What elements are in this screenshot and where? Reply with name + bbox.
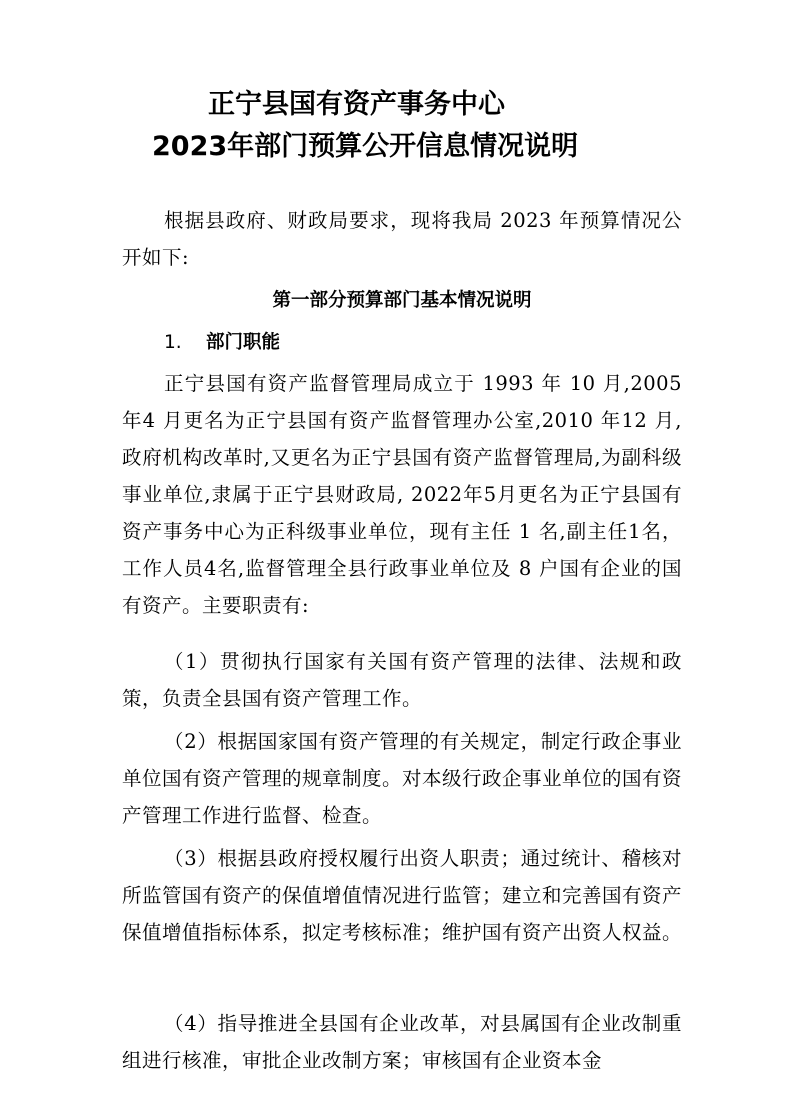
- intro-paragraph: 根据县政府、财政局要求，现将我局 2023 年预算情况公开如下:: [122, 209, 682, 269]
- duty-item-4: （4）指导推进全县国有企业改革，对县属国有企业改制重组进行核准，审批企业改制方案；审核国有企业资本金: [122, 1012, 682, 1072]
- duty-item-3: （3）根据县政府授权履行出资人职责；通过统计、稽核对所监管国有资产的保值增值情况进行监管；建立和完善国有资产保值增值指标体系，拟定考核标准；维护国有资产出资人权益。: [122, 847, 683, 944]
- subsection-number: 1.: [164, 332, 182, 353]
- department-functions-paragraph: 正宁县国有资产监督管理局成立于 1993 年 10 月,2005年4 月更名为正宁县国有资产监督管理办公室,2010 年12 月,政府机构改革时,又更名为正宁县国有资产监督管理局,为副科级事业单位,隶属于正宁县财政局, 2022年5月更名为正宁县国有资产事务中心为正科级事业单位，现有主任 1 名,副主任1名，工作人员4名,监督管理全县行政事业单位及 8 户国有企业的国有资产。主要职责有:: [122, 372, 682, 617]
- section-heading: 第一部分预算部门基本情况说明: [272, 290, 532, 311]
- document-title-line1: 正宁县国有资产事务中心: [208, 89, 505, 120]
- subsection-heading: [164, 324, 280, 361]
- subsection-label: 部门职能: [206, 332, 281, 353]
- document-title-line2: 2023年部门预算公开信息情况说明: [152, 131, 579, 162]
- duty-item-1: （1）贯彻执行国家有关国有资产管理的法律、法规和政策，负责全县国有资产管理工作。: [122, 650, 682, 710]
- duty-item-2: （2）根据国家国有资产管理的有关规定，制定行政企事业单位国有资产管理的规章制度。对本级行政企事业单位的国有资产管理工作进行监督、检查。: [122, 730, 683, 827]
